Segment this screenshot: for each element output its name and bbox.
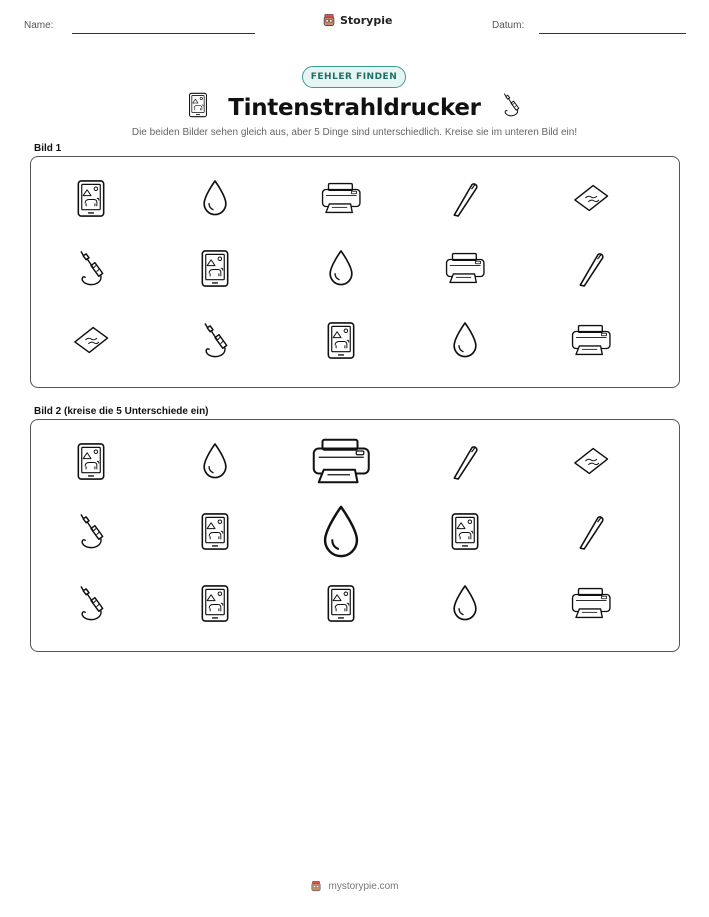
soldering-iron-icon[interactable] [31,572,151,634]
tablet-icon[interactable] [155,500,275,562]
activity-badge: FEHLER FINDEN [302,66,406,88]
name-label: Name: [24,20,54,31]
name-field[interactable] [72,33,255,34]
footer [0,880,709,892]
brand-logo [322,13,392,27]
tablet-icon [188,92,208,123]
tablet-icon[interactable] [31,430,151,492]
footer-url: mystorypie.com [328,880,399,892]
picture-2-panel[interactable] [30,419,680,652]
needle-icon [531,237,651,299]
tablet-icon [155,237,275,299]
printer-icon[interactable] [531,572,651,634]
paper-icon [31,309,151,371]
picture-2-label: Bild 2 (kreise die 5 Unterschiede ein) [34,406,209,417]
soldering-iron-icon [155,309,275,371]
date-field[interactable] [539,33,686,34]
tablet-icon[interactable] [155,572,275,634]
soldering-iron-icon [31,237,151,299]
needle-icon[interactable] [405,430,525,492]
needle-icon[interactable] [531,500,651,562]
date-label: Datum: [492,20,525,31]
ink-drop-icon[interactable] [281,500,401,562]
ink-drop-icon [281,237,401,299]
ink-drop-icon [155,167,275,229]
tablet-icon [31,167,151,229]
brand-name: Storypie [340,13,393,27]
page-title: Tintenstrahldrucker [228,94,481,121]
instructions: Die beiden Bilder sehen gleich aus, aber 5 Dinge sind unterschiedlich. Kreise sie im unteren Bild ein! [131,127,578,138]
printer-icon [405,237,525,299]
printer-icon [531,309,651,371]
mascot-icon [322,13,336,27]
printer-icon[interactable] [281,430,401,492]
picture-1-label: Bild 1 [34,143,62,154]
picture-1-panel [30,156,680,388]
soldering-iron-icon[interactable] [31,500,151,562]
title-row [0,92,709,123]
printer-icon [281,167,401,229]
soldering-iron-icon [501,92,521,123]
mascot-icon [310,880,322,892]
ink-drop-icon[interactable] [405,572,525,634]
tablet-icon[interactable] [281,572,401,634]
tablet-icon[interactable] [405,500,525,562]
ink-drop-icon[interactable] [155,430,275,492]
ink-drop-icon [405,309,525,371]
needle-icon [405,167,525,229]
paper-icon [531,167,651,229]
tablet-icon [281,309,401,371]
paper-icon[interactable] [531,430,651,492]
